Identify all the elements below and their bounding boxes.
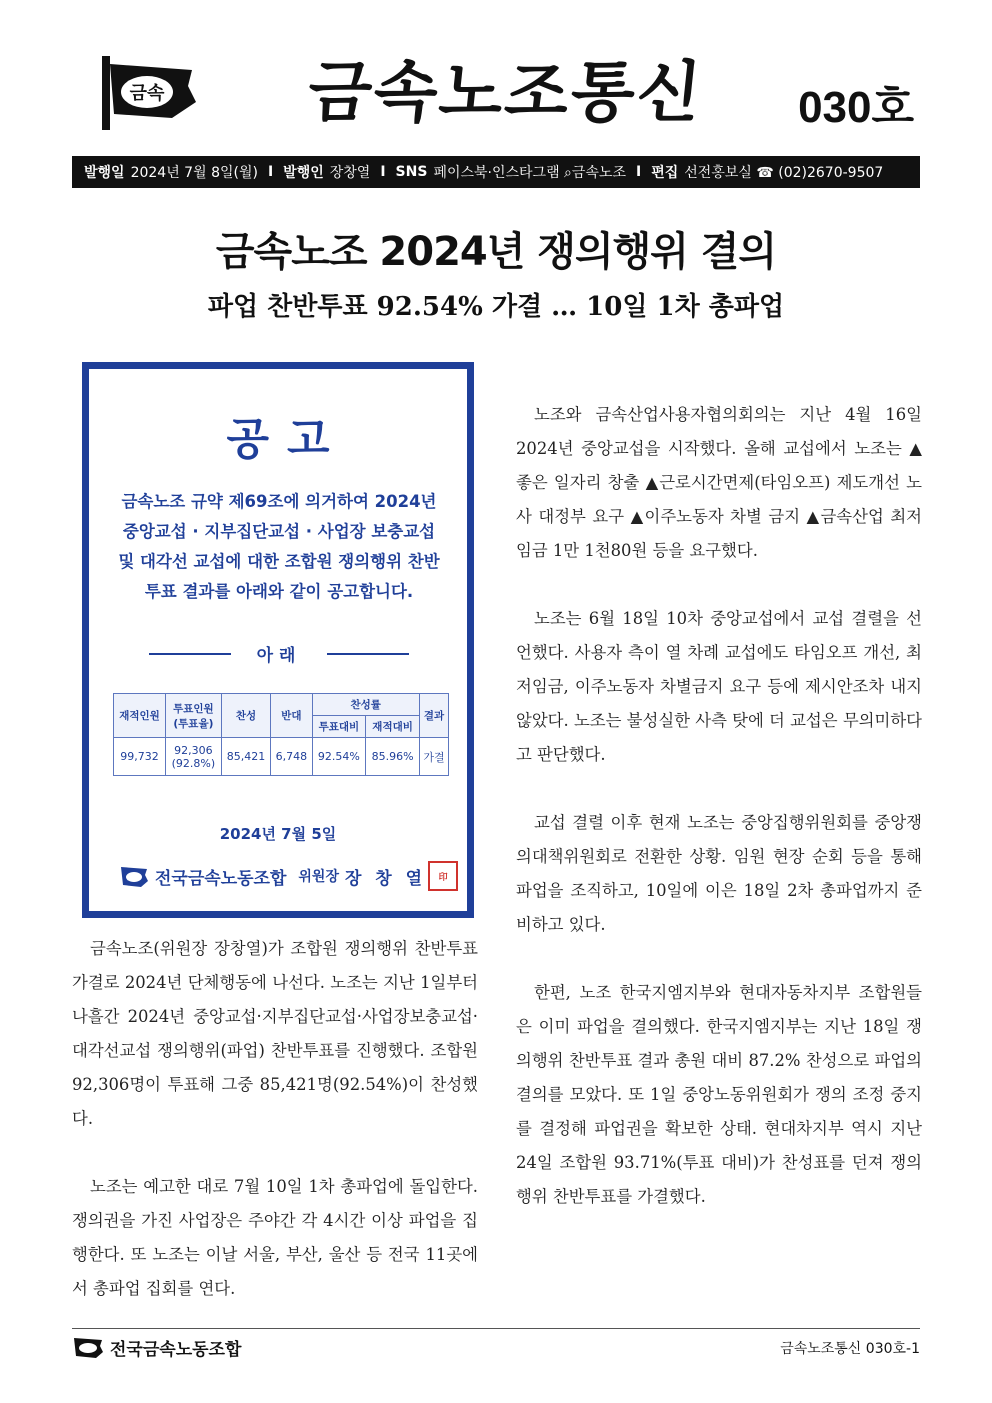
union-small-logo-icon bbox=[119, 863, 149, 889]
union-logo bbox=[92, 52, 202, 134]
editor-value: 선전홍보실 ☎ (02)2670-9507 bbox=[684, 165, 884, 181]
header-enrolled: 재적인원 bbox=[114, 694, 166, 738]
footer-page-number: 금속노조통신 030호-1 bbox=[780, 1341, 920, 1357]
footer-divider bbox=[72, 1328, 920, 1329]
cell-no: 6,748 bbox=[271, 738, 312, 776]
official-seal: 印 bbox=[428, 861, 458, 891]
footer-org-name: 전국금속노동조합 bbox=[110, 1339, 242, 1360]
headline: 금속노조 2024년 쟁의행위 결의 bbox=[215, 229, 777, 275]
masthead-title: 금속노조통신 bbox=[304, 54, 707, 131]
header-rate-vote: 투표대비 bbox=[312, 716, 366, 738]
publisher-value: 장창열 bbox=[329, 165, 371, 181]
notice-title: 공고 bbox=[226, 414, 348, 465]
header-yes: 찬성 bbox=[221, 694, 271, 738]
sns-label: SNS bbox=[395, 164, 428, 180]
notice-body: 금속노조 규약 제69조에 의거하여 2024년 중앙교섭 · 지부집단교섭 · 사업장 보충교섭 및 대각선 교섭에 대한 조합원 쟁의행위 찬반투표 결과를 아래와 같이 공고합니다. bbox=[118, 492, 440, 601]
editor-label: 편집 bbox=[651, 165, 679, 181]
article-left-column bbox=[72, 932, 478, 1340]
notice-role: 위원장 bbox=[298, 869, 339, 885]
below-label: 아래 bbox=[256, 646, 302, 666]
publisher-label: 발행인 bbox=[283, 165, 324, 181]
below-divider bbox=[149, 641, 409, 666]
article-paragraph: 노조는 6월 18일 10차 중앙교섭에서 교섭 결렬을 선언했다. 사용자 측이 열 차례 교섭에도 타임오프 개선, 최저임금, 이주노동자 차별금지 요구 등에 제시안조차 내지 않았다. 노조는 불성실한 사측 탓에 더 교섭은 무의미하다고 판단했다. bbox=[516, 609, 922, 764]
footer-org bbox=[72, 1334, 241, 1360]
info-bar bbox=[72, 156, 920, 188]
header-rate-enrolled: 재적대비 bbox=[366, 716, 420, 738]
article-paragraph: 노조와 금속산업사용자협의회의는 지난 4월 16일 2024년 중앙교섭을 시작했다. 올해 교섭에서 노조는 ▲좋은 일자리 창출 ▲근로시간면제(타임오프) 제도개선 노사 대정부 요구 ▲이주노동자 차별 금지 ▲금속산업 최저임금 1만 1천80원 등을 요구했다. bbox=[516, 405, 922, 560]
article-paragraph: 금속노조(위원장 장창열)가 조합원 쟁의행위 찬반투표 가결로 2024년 단체행동에 나선다. 노조는 지난 1일부터 나흘간 2024년 중앙교섭·지부집단교섭·사업장보충교섭·대각선교섭 쟁의행위(파업) 찬반투표를 진행했다. 조합원 92,306명이 투표해 그중 85,421명(92.54%)이 찬성했다. bbox=[72, 939, 478, 1128]
divider-line bbox=[327, 653, 409, 655]
notice-box bbox=[82, 362, 474, 918]
article-paragraph: 한편, 노조 한국지엠지부와 현대자동차지부 조합원들은 이미 파업을 결의했다. 한국지엠지부는 지난 18일 쟁의행위 찬반투표 결과 총원 대비 87.2% 찬성으로 파업의 결의를 모았다. 또 1일 중앙노동위원회가 쟁의 조정 중지를 결정해 파업권을 확보한 상태. 현대차지부 역시 지난 24일 조합원 93.71%(투표 대비)가 찬성표를 던져 쟁의행위 찬반투표를 가결했다. bbox=[516, 983, 922, 1206]
date-value: 2024년 7월 8일(월) bbox=[130, 165, 258, 181]
article-right-column bbox=[516, 398, 922, 1248]
notice-date: 2024년 7월 5일 bbox=[219, 825, 337, 843]
header-no: 반대 bbox=[271, 694, 312, 738]
notice-signature bbox=[119, 861, 458, 891]
divider-line bbox=[149, 653, 231, 655]
header-voters: 투표인원 (투표율) bbox=[166, 694, 222, 738]
cell-rate-vote: 92.54% bbox=[312, 738, 366, 776]
cell-result: 가결 bbox=[419, 738, 448, 776]
notice-union-name: 전국금속노동조합 bbox=[155, 868, 287, 889]
separator: I bbox=[636, 164, 642, 180]
date-label: 발행일 bbox=[84, 165, 125, 181]
sns-value: 페이스북·인스타그램 ⌕금속노조 bbox=[433, 165, 626, 181]
separator: I bbox=[380, 164, 386, 180]
separator: I bbox=[267, 164, 274, 180]
article-paragraph: 교섭 결렬 이후 현재 노조는 중앙집행위원회를 중앙쟁의대책위원회로 전환한 상황. 임원 현장 순회 등을 통해 파업을 조직하고, 10일에 이은 18일 2차 총파업까지 준비하고 있다. bbox=[516, 813, 922, 934]
header-result: 결과 bbox=[419, 694, 448, 738]
cell-rate-enrolled: 85.96% bbox=[366, 738, 420, 776]
cell-yes: 85,421 bbox=[221, 738, 271, 776]
header-rate: 찬성률 bbox=[312, 694, 419, 716]
cell-enrolled: 99,732 bbox=[114, 738, 166, 776]
footer-logo-icon bbox=[72, 1334, 104, 1360]
subheadline: 파업 찬반투표 92.54% 가결 … 10일 1차 총파업 bbox=[207, 292, 785, 322]
logo-text: 금속 bbox=[129, 83, 165, 104]
notice-name: 장 창 열 bbox=[344, 868, 427, 889]
article-paragraph: 노조는 예고한 대로 7월 10일 1차 총파업에 돌입한다. 쟁의권을 가진 사업장은 주야간 각 4시간 이상 파업을 집행한다. 또 노조는 이날 서울, 부산, 울산 등 전국 11곳에서 총파업 집회를 연다. bbox=[72, 1177, 478, 1298]
vote-result-table bbox=[113, 693, 449, 776]
cell-voters: 92,306 (92.8%) bbox=[166, 738, 222, 776]
issue-number: 030호 bbox=[798, 83, 914, 132]
table-row bbox=[114, 738, 449, 776]
